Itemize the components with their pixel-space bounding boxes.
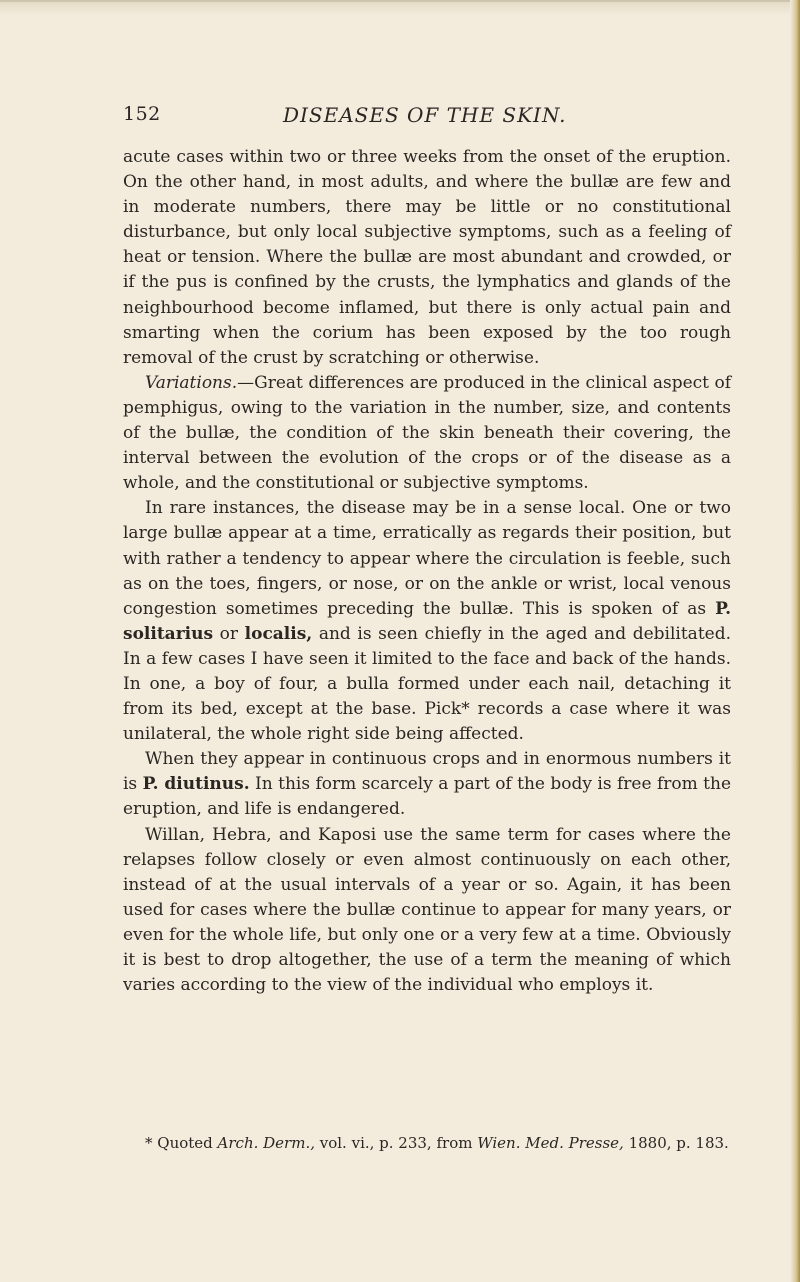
term-localis: localis, (244, 623, 313, 644)
term-p-diutinus: P. diutinus. (142, 774, 250, 795)
paragraph-local-form (123, 496, 731, 747)
footnote-suffix: 1880, p. 183. (623, 1134, 729, 1152)
term-p-solitarius: P. solitarius (123, 598, 731, 644)
paragraph-1 (123, 145, 731, 371)
running-title: DISEASES OF THE SKIN. (283, 103, 567, 127)
footnote-mid: vol. vi., p. 233, from (314, 1134, 478, 1152)
page-right-edge (790, 0, 800, 1282)
body-text (123, 145, 731, 998)
page-number: 152 (123, 103, 161, 125)
paragraph-variations-text: —Great differences are produced in the clinical aspect of pemphigus, owing to the variation in the number, size, and contents of the bullæ, the condition of the skin beneath their covering, the interval between the evolution of the crops or of the disease as a whole, and the constitutional or subjective symptoms. (123, 372, 731, 494)
footnote-text (123, 1133, 731, 1153)
paragraph-willan-text: Willan, Hebra, and Kaposi use the same term for cases where the relapses follow closely or even almost continuously on each other, instead of at the usual intervals of a year or so. Again, it has been used for cases where the bullæ continue to appear for many years, or even for the whole life, but only one or a very few at a time. Obviously it is best to drop altogether, the use of a term the meaning of which varies according to the view of the individual who employs it. (123, 824, 731, 996)
paragraph-variations (123, 371, 731, 496)
footnote-prefix: * Quoted (145, 1134, 218, 1152)
page-top-edge (0, 0, 800, 16)
paragraph-local-text-1: In rare instances, the disease may be in a sense local. One or two large bullæ appear at a time, erratically as regards their position, but with rather a tendency to appear where the circulation is feeble, such as on the toes, fingers, or nose, or on the ankle or wrist, local venous congestion sometimes preceding the bullæ. This is spoken of as (123, 498, 731, 619)
paragraph-diutinus-text-2: In this form scarcely a part of the body is free from the eruption, and life is endangered. (123, 774, 731, 820)
paragraph-1-text: acute cases within two or three weeks from the onset of the eruption. On the other hand, in most adults, and where the bullæ are few and in moderate numbers, there may be little or no constitutional disturbance, but only local subjective symptoms, such as a feeling of heat or tension. Where the bullæ are most abundant and crowded, or if the pus is confined by the crusts, the lymphatics and glands of the neighbourhood become inflamed, but there is only actual pain and smarting when the corium has been exposed by the too rough removal of the crust by scratching or otherwise. (123, 147, 731, 368)
footnote (123, 1133, 731, 1153)
paragraph-local-text-3: and is seen chiefly in the aged and debilitated. In a few cases I have seen it limited to the face and back of the hands. In one, a boy of four, a bulla formed under each nail, detaching it from its bed, except at the base. Pick* records a case where it was unilateral, the whole right side being affected. (123, 623, 731, 745)
page-header (123, 103, 733, 133)
paragraph-diutinus (123, 747, 731, 822)
paragraph-diutinus-text-1: When they appear in continuous crops and in enormous numbers it is (123, 749, 731, 795)
paragraph-willan (123, 823, 731, 999)
footnote-source-arch-derm: Arch. Derm., (217, 1134, 315, 1152)
footnote-source-wien-med-presse: Wien. Med. Presse, (477, 1134, 624, 1152)
paragraph-local-text-2: or (213, 623, 245, 644)
section-lead-variations: Variations. (145, 372, 238, 393)
